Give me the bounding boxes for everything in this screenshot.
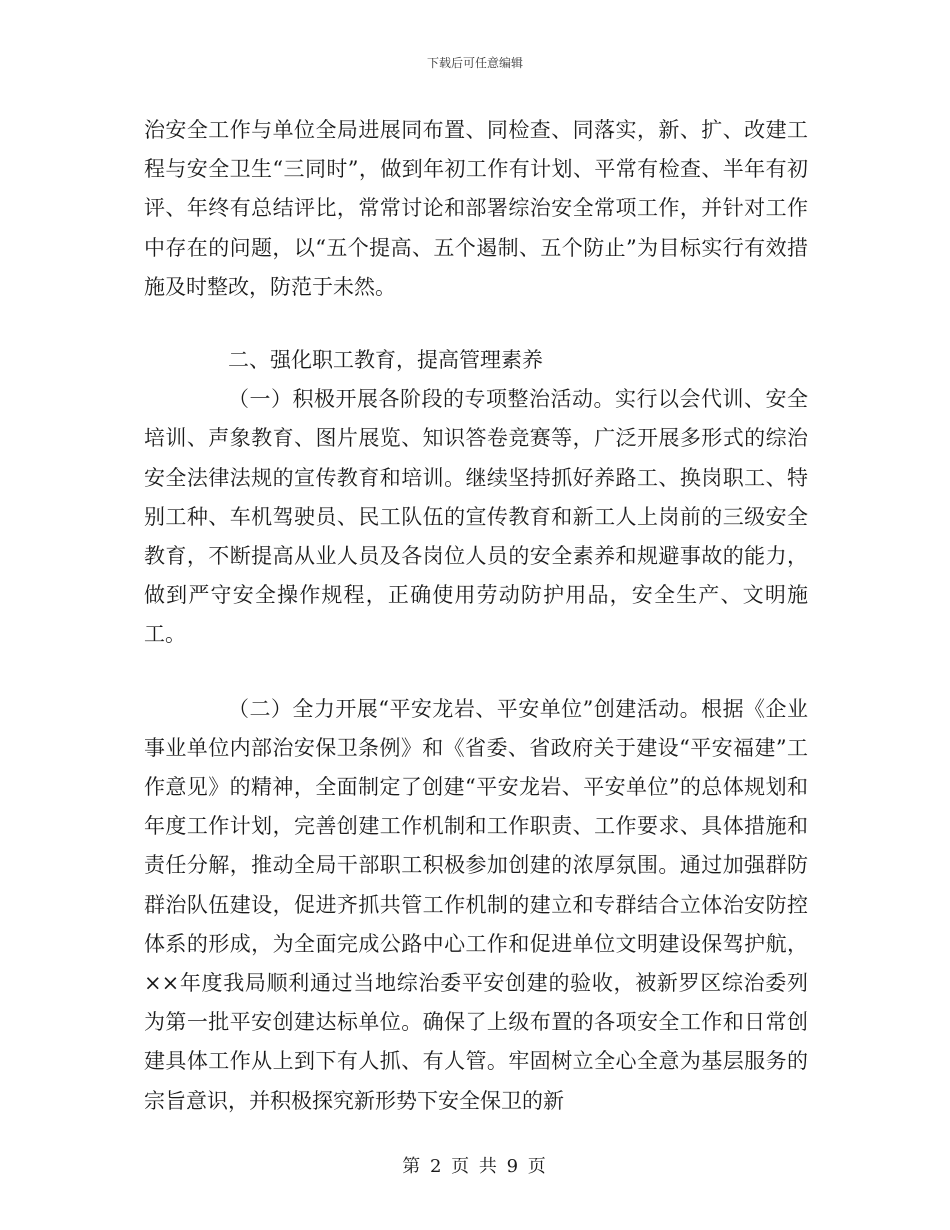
document-body — [144, 111, 808, 1121]
paragraph-continued: 治安全工作与单位全局进展同布置、同检查、同落实，新、扩、改建工程与安全卫生“三同时”，做到年初工作有计划、平常有检查、半年有初评、年终有总结评比，常常讨论和部署综治安全常项工作，并针对工作中存在的问题，以“五个提高、五个遏制、五个防止”为目标实行有效措施及时整改，防范于未然。 — [144, 118, 808, 299]
page-number: 第 2 页 共 9 页 — [402, 1156, 548, 1177]
section-heading: 二、强化职工教育，提高管理素养 — [228, 348, 543, 373]
paragraph-two: （二）全力开展“平安龙岩、平安单位”创建活动。根据《企业事业单位内部治安保卫条例》和《省委、省政府关于建设“平安福建”工作意见》的精神，全面制定了创建“平安龙岩、平安单位”的总体规划和年度工作计划，完善创建工作机制和工作职责、工作要求、具体措施和责任分解，推动全局干部职工积极参加创建的浓厚氛围。通过加强群防群治队伍建设，促进齐抓共管工作机制的建立和专群结合立体治安防控体系的形成，为全面完成公路中心工作和促进单位文明建设保驾护航，××年度我局顺利通过当地综治委平安创建的验收，被新罗区综治委列为第一批平安创建达标单位。确保了上级布置的各项安全工作和日常创建具体工作从上到下有人抓、有人管。牢固树立全心全意为基层服务的宗旨意识，并积极探究新形势下安全保卫的新 — [144, 696, 808, 1113]
header-note: 下载后可任意编辑 — [426, 56, 523, 70]
paragraph-one: （一）积极开展各阶段的专项整治活动。实行以会代训、安全培训、声象教育、图片展览、知识答卷竞赛等，广泛开展多形式的综治安全法律法规的宣传教育和培训。继续坚持抓好养路工、换岗职工、特别工种、车机驾驶员、民工队伍的宣传教育和新工人上岗前的三级安全教育，不断提高从业人员及各岗位人员的安全素养和规避事故的能力，做到严守安全操作规程，正确使用劳动防护用品，安全生产、文明施工。 — [144, 387, 808, 647]
